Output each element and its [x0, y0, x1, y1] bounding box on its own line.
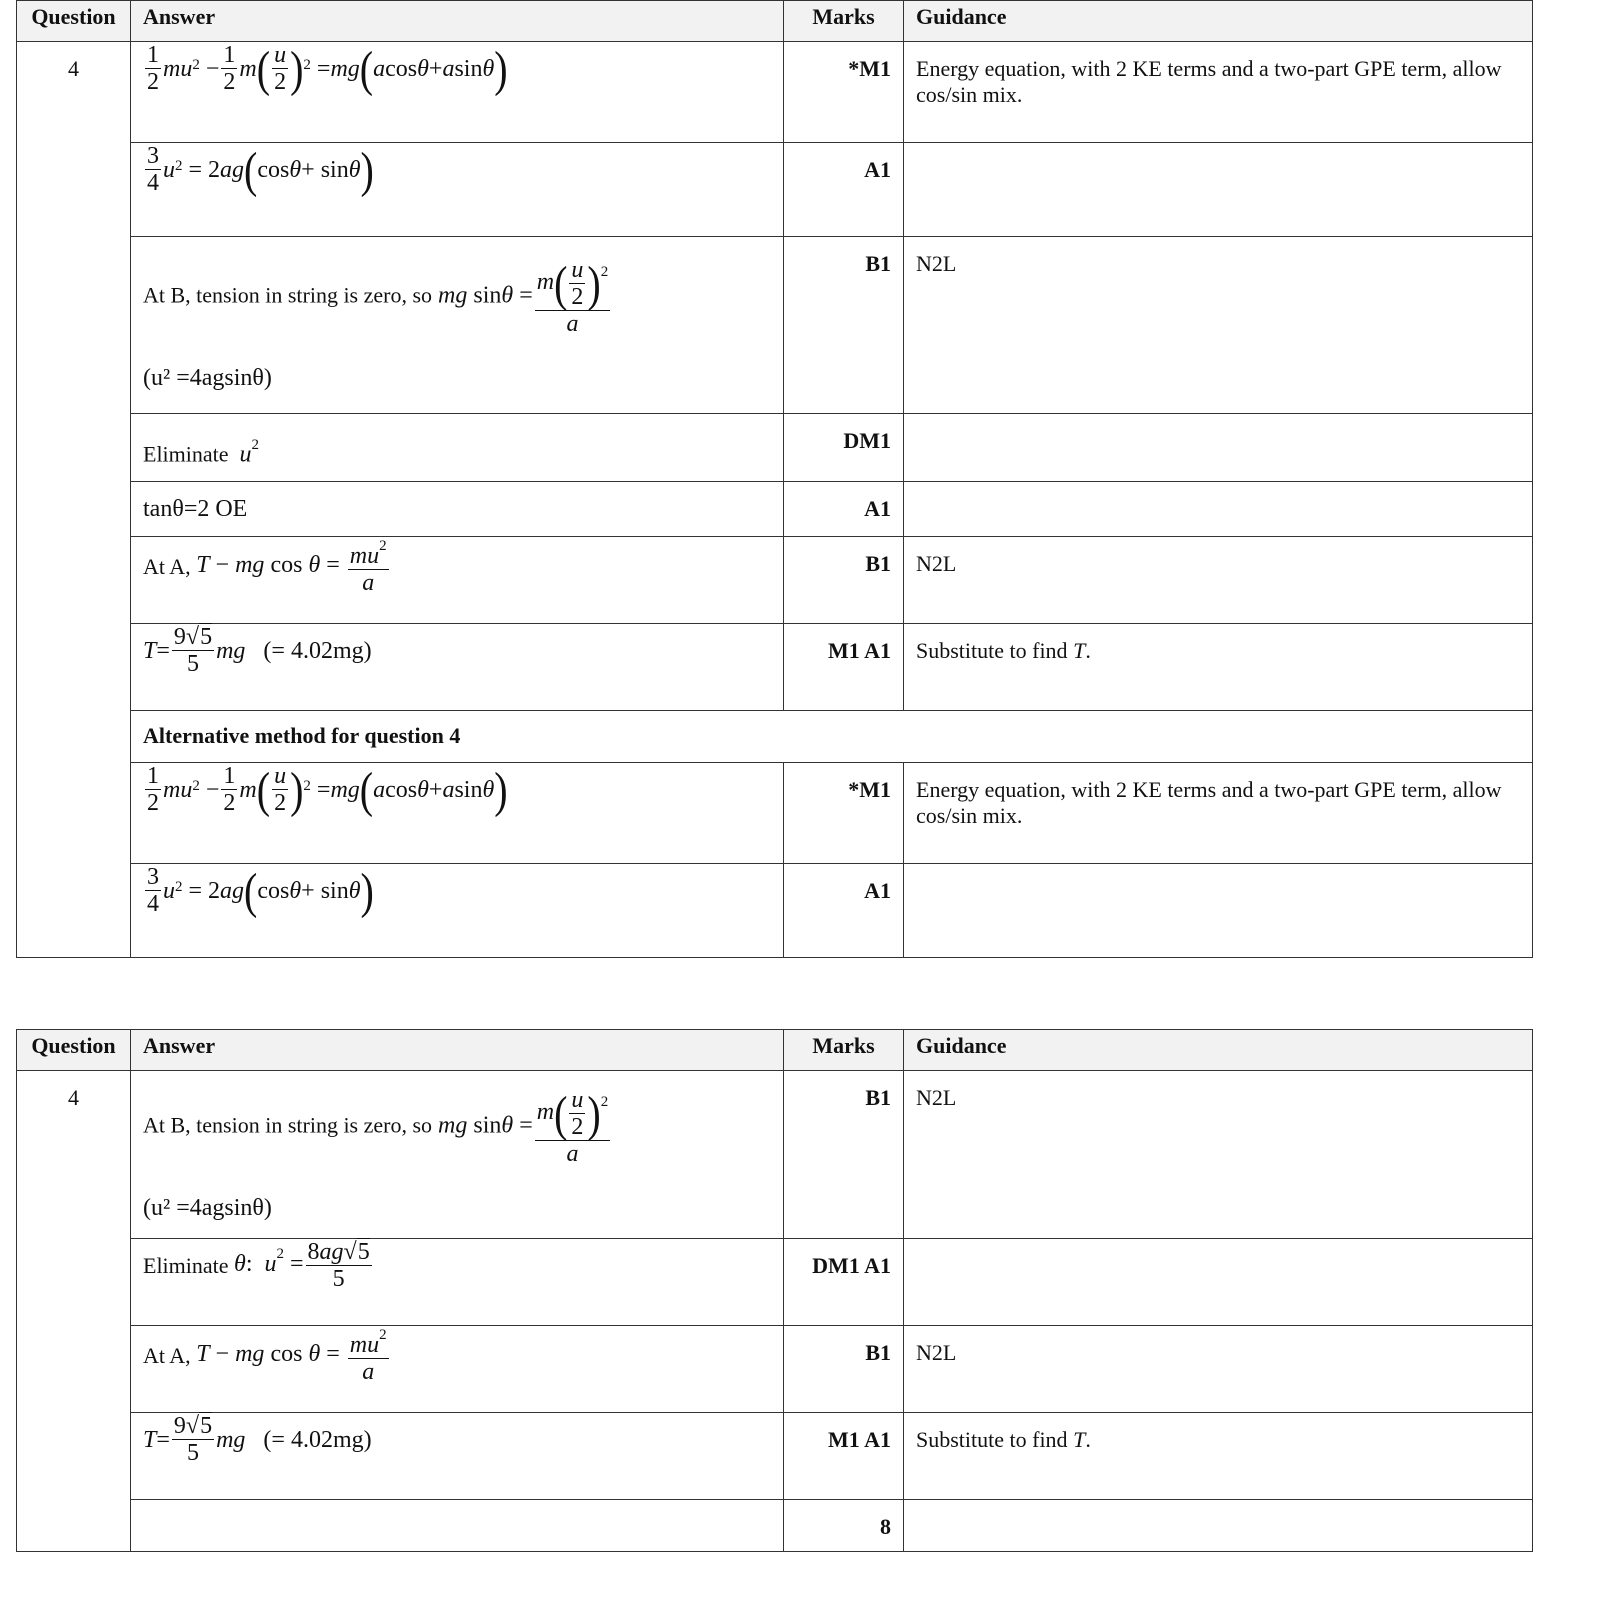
header-guidance: Guidance	[904, 1, 1533, 42]
marks-cell: M1 A1	[784, 1413, 904, 1500]
guidance-cell	[904, 414, 1533, 482]
marks-cell: DM1 A1	[784, 1239, 904, 1326]
guidance-cell	[904, 1239, 1533, 1326]
table-row	[17, 1239, 1533, 1326]
guidance-cell: N2L	[904, 537, 1533, 624]
guidance-cell	[904, 1500, 1533, 1552]
answer-cell	[131, 1326, 784, 1413]
table-row	[17, 414, 1533, 482]
header-question: Question	[17, 1030, 131, 1071]
marks-cell: A1	[784, 143, 904, 237]
header-row	[17, 1030, 1533, 1071]
marks-cell: B1	[784, 237, 904, 414]
marks-cell: B1	[784, 1326, 904, 1413]
table-row	[17, 1413, 1533, 1500]
header-marks: Marks	[784, 1, 904, 42]
eliminate-theta-step: Eliminate θ: $u^2$ = $\frac{8ag√5}{5}$	[143, 1239, 370, 1292]
marks-cell: A1	[784, 864, 904, 958]
marks-cell: A1	[784, 482, 904, 537]
header-answer: Answer	[131, 1, 784, 42]
guidance-cell: Substitute to find T.	[904, 1413, 1533, 1500]
marks-cell: M1 A1	[784, 624, 904, 711]
table-row	[17, 1071, 1533, 1239]
tension-equation: At B, tension in string is zero, so mg sinθ = m( $\frac{u}{2}$ )$^2$ a	[143, 1084, 609, 1167]
guidance-cell: Energy equation, with 2 KE terms and a two-part GPE term, allow cos/sin mix.	[904, 42, 1533, 143]
energy-equation: $\frac{1}{2}$ mu 2 − $\frac{1}{2}$ m ( $\frac{u}{2}$ ) 2 = mg ( a cos θ + a sin θ )	[147, 760, 508, 817]
tension-result: T = $\frac{9√5}{5}$ mg (= 4.02mg)	[143, 624, 372, 677]
table-row	[17, 624, 1533, 711]
table-row	[17, 537, 1533, 624]
alternative-method-heading: Alternative method for question 4	[131, 711, 1533, 763]
header-marks: Marks	[784, 1030, 904, 1071]
guidance-cell	[904, 143, 1533, 237]
marks-cell: DM1	[784, 414, 904, 482]
guidance-cell	[904, 482, 1533, 537]
guidance-cell	[904, 864, 1533, 958]
header-answer: Answer	[131, 1030, 784, 1071]
answer-cell	[131, 760, 784, 864]
guidance-cell: N2L	[904, 1071, 1533, 1239]
answer-cell	[131, 414, 784, 482]
table-row	[17, 42, 1533, 143]
tan-result: tanθ=2 OE	[143, 496, 248, 522]
header-guidance: Guidance	[904, 1030, 1533, 1071]
tension-equation: At B, tension in string is zero, so mg sinθ = m( $\frac{u}{2}$ )$^2$ a	[143, 254, 609, 337]
guidance-cell: N2L	[904, 1326, 1533, 1413]
answer-cell	[131, 140, 784, 237]
answer-cell	[131, 1239, 784, 1326]
answer-cell	[131, 237, 784, 414]
total-marks: 8	[784, 1500, 904, 1552]
answer-cell	[131, 482, 784, 537]
question-number: 4	[17, 42, 131, 958]
kinetic-equation: $\frac{3}{4}$ u 2 = 2 ag ( cos θ + sin θ )	[147, 140, 374, 197]
eliminate-step: Eliminate $u^2$	[143, 437, 260, 468]
answer-cell	[131, 624, 784, 711]
marks-cell: B1	[784, 537, 904, 624]
mark-scheme-table-1	[16, 0, 1533, 958]
guidance-cell: Energy equation, with 2 KE terms and a two-part GPE term, allow cos/sin mix.	[904, 763, 1533, 864]
energy-equation: $\frac{1}{2}$ mu 2 − $\frac{1}{2}$ m ( $\frac{u}{2}$ ) 2 = mg ( a cos θ + a sin θ )	[147, 39, 508, 96]
marks-cell: *M1	[784, 42, 904, 143]
table-row	[17, 763, 1533, 864]
tension-result: T = $\frac{9√5}{5}$ mg (= 4.02mg)	[143, 1413, 372, 1466]
question-number: 4	[17, 1071, 131, 1552]
answer-cell	[131, 1413, 784, 1500]
answer-cell	[131, 537, 784, 624]
table-row	[17, 864, 1533, 958]
table-row	[17, 237, 1533, 414]
marks-cell: *M1	[784, 763, 904, 864]
answer-cell	[131, 861, 784, 958]
table-row	[17, 1326, 1533, 1413]
guidance-cell: Substitute to find T.	[904, 624, 1533, 711]
table-row	[17, 711, 1533, 763]
guidance-cell: N2L	[904, 237, 1533, 414]
n2l-at-a: At A, T − mg cos θ = $\frac{mu^2}{a}$	[143, 538, 387, 596]
marks-cell: B1	[784, 1071, 904, 1239]
table-row	[17, 143, 1533, 237]
total-row	[17, 1500, 1533, 1552]
mark-scheme-table-2	[16, 1029, 1533, 1552]
u-squared-relation: (u² =4agsinθ)	[143, 1195, 272, 1221]
u-squared-relation: (u² =4agsinθ)	[143, 365, 272, 391]
n2l-at-a: At A, T − mg cos θ = $\frac{mu^2}{a}$	[143, 1327, 387, 1385]
kinetic-equation: $\frac{3}{4}$ u 2 = 2 ag ( cos θ + sin θ )	[147, 861, 374, 918]
header-row	[17, 1, 1533, 42]
answer-cell	[131, 1500, 784, 1552]
table-row	[17, 482, 1533, 537]
header-question: Question	[17, 1, 131, 42]
answer-cell	[131, 1071, 784, 1239]
answer-cell	[131, 39, 784, 143]
